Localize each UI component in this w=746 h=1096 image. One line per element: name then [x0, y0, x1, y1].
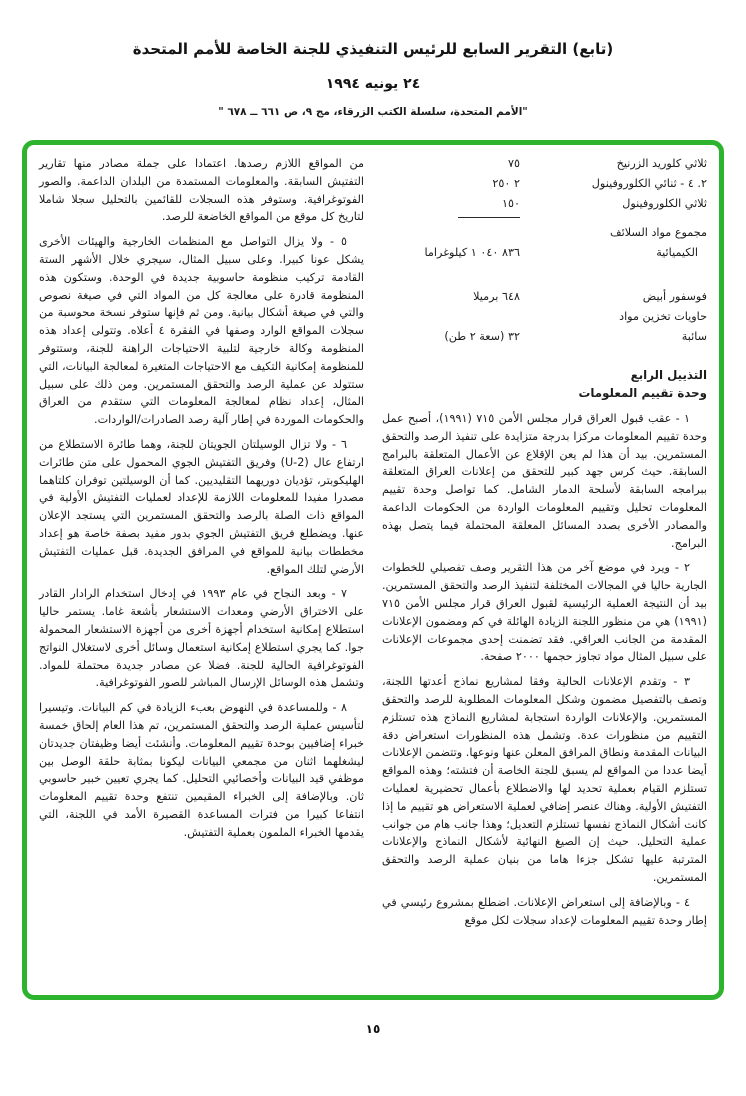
appendix-subheading: وحدة تقييم المعلومات	[578, 386, 707, 400]
table-row	[382, 222, 707, 242]
table-row	[382, 242, 707, 262]
row-label: فوسفور أبيض	[642, 290, 707, 304]
table-row	[382, 286, 707, 306]
row-label: مجموع مواد السلائف	[610, 226, 707, 240]
row-label: حاويات تخزين مواد	[619, 310, 707, 324]
page-header	[0, 40, 746, 118]
row-label: ثلاثي كلوريد الزرنيخ	[616, 157, 707, 171]
page-number: ١٥	[365, 1022, 381, 1036]
total-divider-line	[458, 217, 520, 218]
paragraph-8: ٨ - وللمساعدة في النهوض بعبء الزيادة في كم البيانات. وتيسيرا لتأسيس عملية الرصد والتحقق المستمرين، تم هذا العام إلحاق خمسة خبراء إضافيين بوحدة تقييم المعلومات. وأنشئت أيضا وظيفتان جديدتان ليشغلهما اثنان من مجمعي البيانات ليكونا بمثابة حلقة الوصل بين موظفي قيد البيانات وأخصائيي التحليل. كما يجري تعيين خبير حاسوبي ثان. وبالإضافة إلى الخبراء المقيمين تنتفع وحدة تقييم المعلومات انتفاعا كبيرا من فترات المساعدة القصيرة الأمد في اللجنة، التي يقدمها الخبراء الملمون بعملية التفتيش.	[39, 701, 364, 839]
appendix-heading: التذييل الرابع	[630, 368, 707, 382]
row-label: سائبة	[681, 330, 707, 344]
chemical-inventory-table	[382, 153, 707, 346]
paragraph-4: ٤ - وبالإضافة إلى استعراض الإعلانات. اضطلع بمشروع رئيسي في إطار وحدة تقييم المعلومات لإعداد سجلات لكل موقع	[382, 895, 707, 927]
paragraph-1: ١ - عقب قبول العراق قرار مجلس الأمن ٧١٥ (١٩٩١)، أصبح عمل وحدة تقييم المعلومات مركزا بدرجة متزايدة على تنفيذ الرصد والتحقق المستمرين. بيد أن هذا لم يعن الإقلاع عن الأعمال المتعلقة بالبرامج السابقة. حيث كرس جهد كبير للتحقق من إعلانات العراق المتعلقة ببرامجه السابقة لأسلحة الدمار الشامل. كما تواصل وحدة تقييم المعلومات تحليل وتقييم المعلومات الواردة من الحكومات الداعمة والمصادر الأخرى بصدد المسائل المعلقة المحتملة فيما يتصل بهذه البرامج.	[382, 412, 707, 550]
row-value: ٨٣٦ ٠٤٠ ١ كيلوغراما	[424, 246, 520, 260]
table-row	[382, 153, 707, 173]
table-row	[382, 173, 707, 193]
paragraph-7: ٧ - وبعد النجاح في عام ١٩٩٣ في إدخال استخدام الرادار القادر على الاختراق الأرضي ومعدات الاستشعار بأشعة غاما. يستمر حاليا استطلاع إمكانية استخدام أجهزة أخرى من أجهزة الاستشعار المحمولة جوا. كما يجري استطلاع إمكانية استعمال وسائل أخرى لاستغلال النواتج الفوتوغرافية الحالية للجنة. فضلا عن مصادر جديدة محتملة للمواد. وتشمل هذه الوسائل الإرسال المباشر للصور الفوتوغرافية.	[39, 587, 364, 690]
table-spacer	[382, 262, 707, 286]
paragraph-6: ٦ - ولا تزال الوسيلتان الجويتان للجنة، وهما طائرة الاستطلاع من ارتفاع عال (U-2) وفريق التفتيش الجوي المحمول على متن طائرات الهليكوبتر، تؤديان دوريهما التقليديين. كما أن الوسيلتين توفران كلتاهما مصدرا مفيدا للمعلومات اللازمة للإعداد لعمليات التفتيش الأولية في المواقع ذات الصلة بالرصد والتحقق المستمرين التي يستجد الإعلان عنها. ويضطلع فريق التفتيش الجوي بدور مفيد بصفة خاصة هو إعداد مخططات بيانية للمواقع في المرافق الجديدة. قبل عمليات التفتيش الأرضي لتلك المواقع.	[39, 437, 364, 576]
green-border-content-box	[22, 140, 724, 1000]
paragraph-5: ٥ - ولا يزال التواصل مع المنظمات الخارجية والهيئات الأخرى يشكل عونا كبيرا. وعلى سبيل المثال، سيجري خلال الأشهر الستة القادمة تركيب منظومة حاسوبية جديدة في الوحدة. وستكون هذه المنظومة قادرة على معالجة كل من المواد التي في صيغة نصوص والتي في صيغة أشكال بيانية. ومن ثم فإنها ستوفر نسخة محوسبة من سجلات المواقع الوارد وصفها في الفقرة ٤ أعلاه. وتتولى إعداد هذه المنظومة وكالة خارجية لتلبية الاحتياجات الراهنة للجنة، وستتوفر للمنظومة إمكانية التكيف مع الاحتياجات المتغيرة لمعالجة البيانات، التي ستتولد عن عملية الرصد والتحقق المستمرين. ومن ذلك على سبيل المثال، إعداد نظام لمعالجة المعلومات التي ستقدم من العراق والحكومات الموردة في إطار آلية رصد الصادرات/الواردات.	[39, 235, 365, 427]
row-value: ٦٤٨ برميلا	[473, 290, 520, 304]
table-row	[382, 306, 707, 326]
paragraph-4-continued: من المواقع اللازم رصدها. اعتمادا على جملة مصادر منها تقارير التفتيش السابقة. والمعلومات المستمدة من البلدان الداعمة. والصور الفوتوغرافية. وستوفر هذه السجلات للقائمين بالتحليل سجلا شاملا لتاريخ كل موقع من المواقع الخاضعة للرصد.	[39, 157, 364, 224]
row-label: ثلاثي الكلوروفينول	[622, 197, 707, 211]
column-right	[382, 153, 707, 987]
two-column-layout	[27, 145, 719, 995]
table-row	[382, 326, 707, 346]
row-value: ١٥٠	[501, 197, 520, 211]
row-label: الكيميائية	[656, 246, 698, 260]
document-date: ٢٤ يونيه ١٩٩٤	[325, 76, 421, 92]
document-title: (تابع) التقرير السابع للرئيس التنفيذي للجنة الخاصة للأمم المتحدة	[132, 40, 614, 58]
row-value: ٢ ٢٥٠	[492, 177, 520, 191]
paragraph-2: ٢ - ويرد في موضع آخر من هذا التقرير وصف تفصيلي للخطوات الجارية حاليا في المجالات المختلفة لتنفيذ الرصد والتحقق المستمرين. بيد أن النتيجة العملية الرئيسية لقبول العراق قرار مجلس الأمن ٧١٥ (١٩٩١) هي من منظور اللجنة الزيادة الهائلة في كم ومضمون الإعلانات المقدمة من الجانب العراقي. فقد تضمنت إحدى مجموعات الإعلانات على سبيل المثال مواد تجاوز حجمها ٢٠٠٠ صفحة.	[382, 561, 707, 664]
row-value: ٧٥	[507, 157, 520, 171]
column-left	[39, 153, 364, 987]
sum-rule-row	[382, 213, 707, 222]
paragraph-3: ٣ - وتقدم الإعلانات الحالية وفقا لمشاريع نماذج أعدتها اللجنة، وتصف بالتفصيل مضمون وشكل المعلومات المطلوبة للرصد والتحقق المستمرين. والإعلانات الواردة استجابة لمشاريع النماذج هذه تستلزم التقييم من منظورات عدة. وتشمل هذه المنظورات استعراض دقة البيانات المقدمة ونطاق المرافق المعلن عنها ونوعها. وتتضمن الإعلانات أيضا عددا من المواقع لم يسبق للجنة الخاصة أن فتشته؛ وهذه المواقع تستلزم القيام بعملية تحديد لها والاضطلاع بأعمال تحضيرية لعمليات التفتيش الأولية. وهناك عنصر إضافي لعملية الاستعراض هو تقييم ما إذا كانت أشكال النماذج نفسها تستلزم التعديل؛ وهذا جانب هام من جوانب عملية التحليل. حيث إن الصيغ النهائية لأشكال النماذج والإعلانات المترتبة عليها تشكل جزءا هاما من بنيان عملية الرصد والتحقق المستمرين.	[382, 675, 707, 884]
appendix-headings	[382, 366, 707, 402]
row-label: ٢. ٤ - ثنائي الكلوروفينول	[591, 177, 707, 191]
table-row	[382, 193, 707, 213]
row-value: ٣٢ (سعة ٢ طن)	[444, 330, 520, 344]
document-source-citation: "الأمم المتحدة، سلسلة الكتب الزرقاء، مج ٩، ص ٦٦١ ــ ٦٧٨ "	[218, 106, 528, 118]
